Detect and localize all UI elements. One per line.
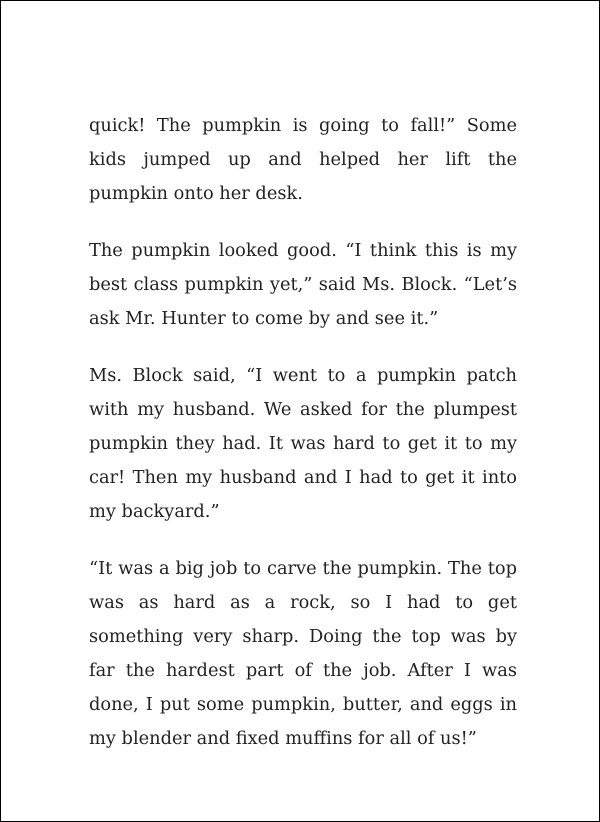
paragraph-3: Ms. Block said, “I went to a pumpkin patch with my husband. We asked for the plumpest pumpkin they had. It was hard to get it to my car! Then my husband and I had to get it into my backyard.” <box>89 365 517 522</box>
paragraph-1: quick! The pumpkin is going to fall!” Some kids jumped up and helped her lift the pumpkin onto her desk. <box>89 115 517 204</box>
story-text <box>89 109 517 756</box>
paragraph-2: The pumpkin looked good. “I think this is my best class pumpkin yet,” said Ms. Block. “Let’s ask Mr. Hunter to come by and see it.” <box>89 240 517 329</box>
paragraph-4: “It was a big job to carve the pumpkin. The top was as hard as a rock, so I had to get something very sharp. Doing the top was by far the hardest part of the job. After I was done, I put some pumpkin, butter, and eggs in my blender and fixed muffins for all of us!” <box>89 558 517 749</box>
